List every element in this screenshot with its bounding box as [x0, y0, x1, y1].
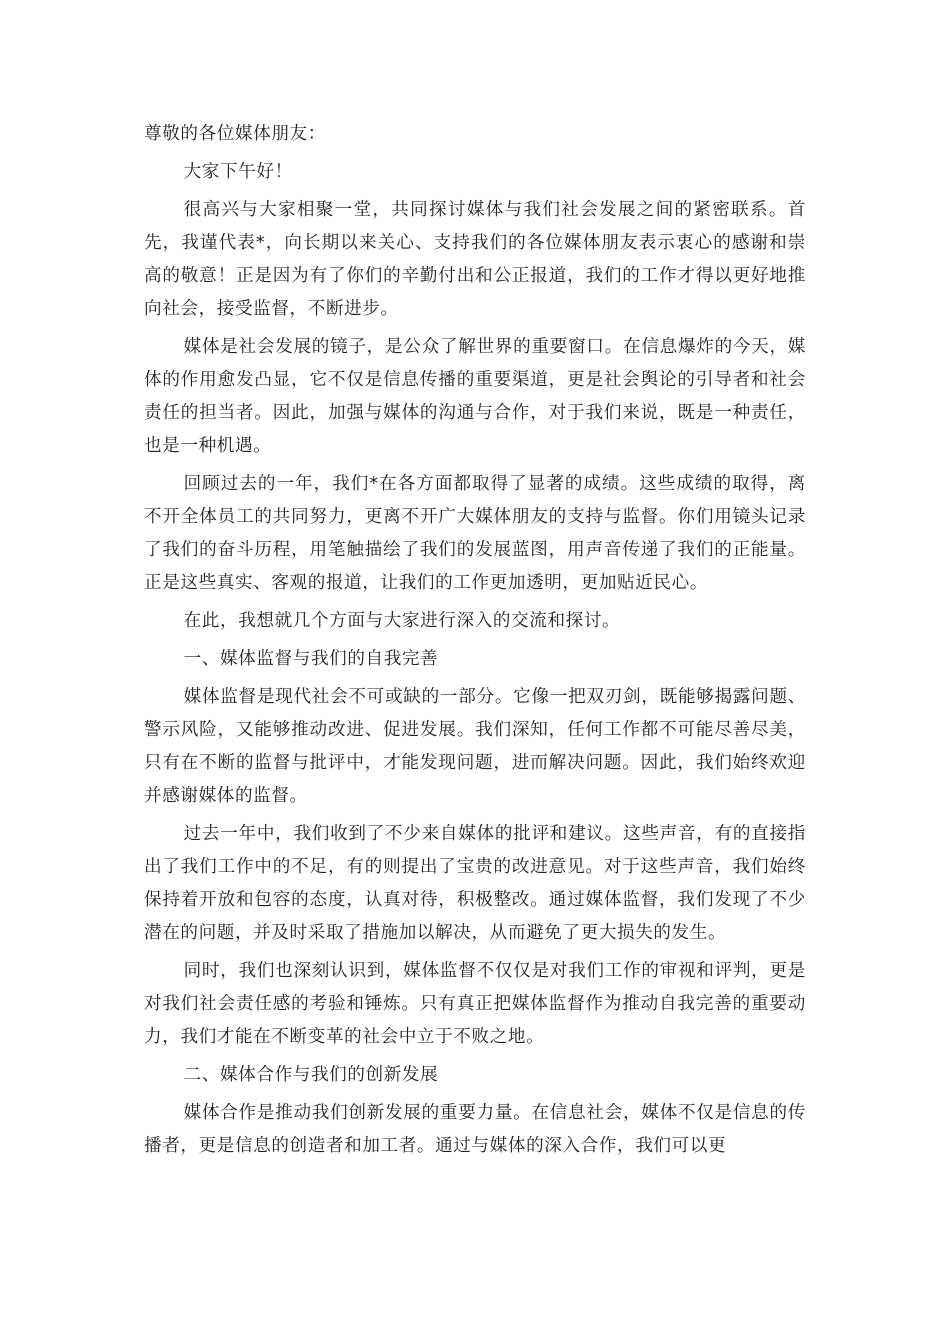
document-page: [144, 118, 806, 1168]
section-heading-1: 一、媒体监督与我们的自我完善: [183, 649, 439, 669]
paragraph-cooperation: 媒体合作是推动我们创新发展的重要力量。在信息社会，媒体不仅是信息的传播者，更是信息的创造者和加工者。通过与媒体的深入合作，我们可以更: [144, 1103, 806, 1156]
paragraph-intro-topics: 在此，我想就几个方面与大家进行深入的交流和探讨。: [183, 611, 621, 631]
paragraph-review: 回顾过去的一年，我们*在各方面都取得了显著的成绩。这些成绩的取得，离不开全体员工的共同努力，更离不开广大媒体朋友的支持与监督。你们用镜头记录了我们的奋斗历程，用笔触描绘了我们的发展蓝图，用声音传递了我们的正能量。正是这些真实、客观的报道，让我们的工作更加透明，更加贴近民心。: [144, 474, 806, 593]
paragraph-supervision: 媒体监督是现代社会不可或缺的一部分。它像一把双刃剑，既能够揭露问题、警示风险，又能够推动改进、促进发展。我们深知，任何工作都不可能尽善尽美，只有在不断的监督与批评中，才能发现问题，进而解决问题。因此，我们始终欢迎并感谢媒体的监督。: [144, 687, 806, 806]
paragraph-responsibility: 同时，我们也深刻认识到，媒体监督不仅仅是对我们工作的审视和评判，更是对我们社会责任感的考验和锤炼。只有真正把媒体监督作为推动自我完善的重要动力，我们才能在不断变革的社会中立于不败之地。: [144, 961, 806, 1047]
paragraph-opening: 很高兴与大家相聚一堂，共同探讨媒体与我们社会发展之间的紧密联系。首先，我谨代表*，向长期以来关心、支持我们的各位媒体朋友表示衷心的感谢和崇高的敬意！正是因为有了你们的辛勤付出和公正报道，我们的工作才得以更好地推向社会，接受监督，不断进步。: [144, 200, 806, 319]
paragraph-media-role: 媒体是社会发展的镜子，是公众了解世界的重要窗口。在信息爆炸的今天，媒体的作用愈发凸显，它不仅是信息传播的重要渠道，更是社会舆论的引导者和社会责任的担当者。因此，加强与媒体的沟通与合作，对于我们来说，既是一种责任，也是一种机遇。: [144, 337, 806, 456]
greeting: 大家下午好！: [183, 162, 293, 182]
paragraph-criticism: 过去一年中，我们收到了不少来自媒体的批评和建议。这些声音，有的直接指出了我们工作中的不足，有的则提出了宝贵的改进意见。对于这些声音，我们始终保持着开放和包容的态度，认真对待，积极整改。通过媒体监督，我们发现了不少潜在的问题，并及时采取了措施加以解决，从而避免了更大损失的发生。: [144, 824, 806, 943]
salutation: 尊敬的各位媒体朋友：: [144, 124, 326, 144]
section-heading-2: 二、媒体合作与我们的创新发展: [183, 1065, 439, 1085]
